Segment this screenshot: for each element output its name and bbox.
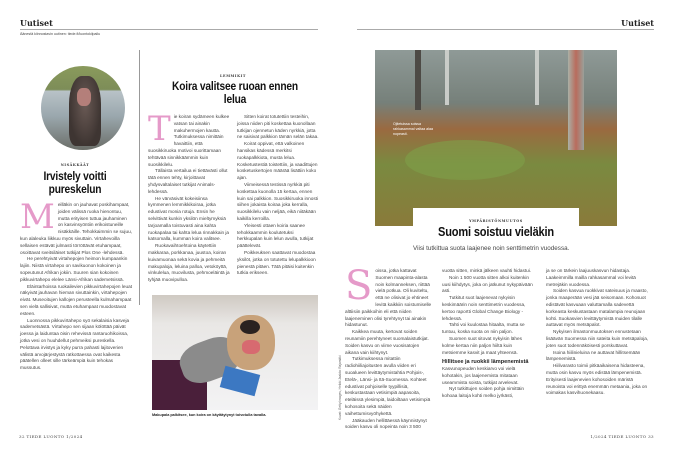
paragraph: Sitten koirat totutettiin testeihin, joissa niiden piti koskettaa kuonollaan tutkijan ojennetun käden nyrkkiä, jotta ne saisivat palkkion tämän selän takaa. [237, 114, 319, 140]
paragraph: Nyt tutkittujen soiden pohja nimittäin kohoaa laitoja kohti melko jyrkästi, [442, 386, 525, 399]
dog-article-col2 [237, 114, 319, 277]
hippo-kicker: NISÄKKÄÄT [60, 163, 90, 167]
drop-cap: S [345, 263, 373, 309]
paragraph: Jääkauden hellittäessä käynnistynyt soiden kasvu oli nopeinta noin 3 500 [345, 417, 427, 430]
section-title-right: Uutiset [621, 18, 654, 28]
bog-headline: Suomi soistuu vieläkin [438, 224, 554, 239]
bog-kicker: YMPÄRISTÖNMUUTOS [469, 219, 523, 223]
bog-article-col2 [442, 268, 534, 400]
paragraph: Tahti voi kuulostaa hitaalta, mutta se tuntuu, koska suota on niin paljon. [442, 322, 525, 335]
bog-article-col3 [546, 268, 652, 397]
forest-photo [375, 50, 617, 226]
drop-cap: T [148, 109, 171, 149]
photo-credit: Kuvat: Getty Images, Heikki Jaakko Rajamäki [338, 355, 342, 420]
drop-cap: M [20, 197, 55, 237]
paragraph: Noin 1 500 vuotta sitten alkoi kuitenkin uusi kiihdytys, joka on jatkunut nykypäivään asti. [442, 274, 533, 294]
tagline: Äänestä kiinnostavin uutinen: tiede.fi/luontokilpailu [20, 32, 101, 36]
paragraph: Tällaista vertailua ei tiettävästi ollut tätä ennen tehty, kirjoittavat yhdysvaltalaiset tutkijat Animals-lehdessä. [148, 168, 228, 194]
paragraph: Eläintarhoissa ruokailevien pikkuvirtahepojen leuat näkyivät jauhavan hieman sivuttainkin, virtahepojen eivät. Museoitujen kallojen perusteella kulmahampaat sen vielä sallisivat, mutta etuhampaat muodostavat esteen. [20, 283, 133, 316]
page-folio-right: 1/2024 TIEDE LUONTO 33 [590, 434, 654, 439]
dog-photo [152, 295, 318, 410]
paragraph: Poikkeuksen saattavat muodostaa yksilöt, jotka on totutettu lelupalkkioon pienestä pitäen. Tätä pitäisi kuitenkin tutkia erikseen. [237, 249, 316, 276]
paragraph: Hiilivarasto toimii pitkäaikaisena hidasteena, mutta osin kasvu myös edistää lämpenemistä. Erityisesti laajenevien kohosoiden märistä reunoista voi erittyä enemmän metaania, joka on voimakas kasvihuonekaasu. [546, 363, 648, 396]
paragraph: eilläkin on jauhavat poskihampaat, joiden välissä ruoka hienontuu, mutta erityisen tuttua jauhaminen on kasvinsyöntiin erikoistuneille nisäkkäille. Tehokkaimmin se sujuu, kun alaleuka liikkuu myös sivuttain. Virtahevoilla sellaisen estävät julmasti törröttävät etuhampaat, osoittavat sveitsiläiset tutkijat Plos One -lehdessä. [20, 202, 132, 255]
bog-article-col1 [345, 263, 433, 431]
header-rule [20, 29, 318, 30]
hippo-photo [41, 66, 125, 150]
paragraph: Suomen suot sitovat nykyisin lähes kolme kertaa niin paljon hiiltä kuin metsiemme kasvit ja maat yhteensä. [442, 335, 522, 355]
page-folio-left: 32 TIEDE LUONTO 1/2024 [19, 434, 83, 439]
paragraph: Yleisesti ottaen koiria saanee tehokkaammin koulutetuksi herkkupalan kuin lelun avulla, tutkijat päättelevät. [237, 222, 314, 249]
paragraph: ie koiran sydämeen kulkee vatsan tai ainakin makuhermojen kautta. Tutkimuksessa nimittäin havaittiin, että suosikkiruoka motivoi suorittamaan tehtävää sinnikkäämmin kuin suosikkilelu. [148, 114, 230, 167]
dog-photo-caption: Makupala palkitsee, kun koira on käyttäytynyt toivotulla tavalla. [152, 413, 267, 417]
bog-subhead: Viisi tutkittua suota laajenee noin senttimetrin vuodessa. [413, 245, 570, 252]
paragraph: ja se on tärkein laajuuskasvun hidastaja. Laakeimmilla mailla rahkasammal voi levitä metrejäkin vuodessa. [546, 268, 636, 287]
paragraph: Tutkimuksessa mitattiin radiohiiliajoitusten avulla viiden eri suoalueen levittäytymistahtia Pohjois-, Etelä-, Länsi- ja Itä-Suomessa. Kohteet edustivat pohjoiselle tyypillisiä, keskustastaan vetisimpiä aapasoita, eteläissä ylesimpiä, laidoiltaan vetisimpiä kohosoita sekä näiden vaihettumisvyöhykettä. [345, 356, 431, 416]
header-rule [357, 29, 654, 30]
paragraph: vuotta sitten, minkä jälkeen vauhti hidastui. [442, 268, 532, 273]
paragraph: Kaikkea muuta, kertovat soiden reunamiin perehtyneet suomalaistutkijat. Soiden kasvu on viime vuosisatojen aikana vain kiihtynyt. [345, 329, 429, 355]
column-divider [139, 50, 140, 305]
dog-headline: Koira valitsee ruoan ennen lelua [172, 79, 298, 106]
paragraph: Kasvunopeuden keskiarvo voi vielä kohotakin, jos laajenemista mitataan useammista soista, tutkijat arvelevat. [442, 365, 519, 385]
paragraph: oissa, jotka kattavat Suomen maapinta-alasta noin kolmanneksen, riittää vielä potkua. Oli kuviteltu, että ne olisivat jo ehtineet levitä kaikkiin soistumiselle alttiisiin paikkoihin eli että niiden laajeneminen olisi tyrehtynyt tai ainakin hidastunut. [345, 268, 432, 328]
paragraph: He perehtyivät virtahepojen heimon kumpaankin lajiin. Niistä virtahepo on savikuonon kokoinen ja sopeutunut Afrikan jokiin. Suuren sian kokoinen pikkuvirtahepo elelee Länsi-Afrikan sademetsissä. [20, 256, 128, 282]
paragraph: Soiden kasvua ruokkivat sateisuus ja maasto, jonka maaperään vesi jää seisomaan. Kohosuot edistävät kasvuaan valuttamalla sadevettä korkeasta keskustastaan matalampia reunojaan kohti. Suokasvien levittäytymistä muiden tilalle auttavat myös metsäpalot. [546, 288, 648, 328]
paragraph: Ruokavaihtoehtoina käytettiin makkaraa, porkkanaa, juustoa, koiran kuivamuonaa sekä kovia ja pehmeitä makupaloja, leluina palloa, vetoköyttä, vinkulelua, muovilusta, pehmoeläintä ja tyhjää muovipulloa. [148, 243, 230, 283]
section-title-left: Uutiset [20, 18, 53, 28]
paragraph: Viimeisessä testissä nyrkkiä piti koskettaa kuonolla 15 kertaa, ennen kuin sai palkkion. Suosikkiruoka innosti siihen jokaista koiraa joka kerralla, suosikkilelu vain neljää, eikä niitäkään kaikilla kerroilla. [237, 181, 319, 221]
paragraph: Isoina hiilinieluina ne auttavat hillitsemään lämpenemistä. [546, 349, 641, 362]
paragraph: Luonnossa pikkuvirtahepo syö sekalaisia kasveja sademetsästä. Virtahepo sen sijaan kölöttää päivät joessa ja laiduntaa öisin rehevissä rantaruohikoissa, jotka vesi on huuhdellut pehmeiksi pureskella. Pelottava irvistys ja kyky purra pahasti lajitoverien välistä arvojärjestystä ratkottaessa ovat kaikesta päätellen olleet sille tärkeämpiä kuin tehokas mussutus. [20, 317, 130, 371]
forest-photo-caption: Ojitetuissa soissa rahkasammal valtaa alaa nopeasti. [393, 122, 433, 136]
paragraph: Tutkitut suot laajenevat nykyisin keskimäärin noin senttimetrin vuodessa, kertoo raportti Global Change Biology -lehdessä. [442, 295, 526, 321]
paragraph: Nykyisen ilmastonmuutoksen ennustetaan lisäävän Suomessa niin sateita kuin metsäpaloja, joten suot todennäköisesti porskuttavat. [546, 329, 649, 348]
paragraph: Koirat oppivat, että valkoinen hansikas kädessä merkitsi ruokapalkkiota, musta lelua. Kosketustestiä toistettiin, ja vaadittujen kosketuskertojen määrää lisättiin koko ajan. [237, 141, 318, 181]
dog-kicker: LEMMIKIT [220, 74, 246, 78]
hippo-headline: Irvistely voitti pureskelun [43, 169, 107, 196]
dog-article-col1 [148, 109, 230, 284]
subheading: Hillitsee ja ruokkii lämpenemistä [442, 359, 529, 366]
hippo-article-body [20, 197, 133, 372]
paragraph: He värväsivät kokeisiinsa kymmenen lemmikkikoiraa, jotka edustivat monia rotuja. Ensin he selvittivät kunkin yksilön mieltymyksiä tarjoamalla toistuvasti aina kahta ruokapalaa tai kahta lelua rinnakkain ja katsomalla, kumman koira valitsee. [148, 195, 230, 242]
